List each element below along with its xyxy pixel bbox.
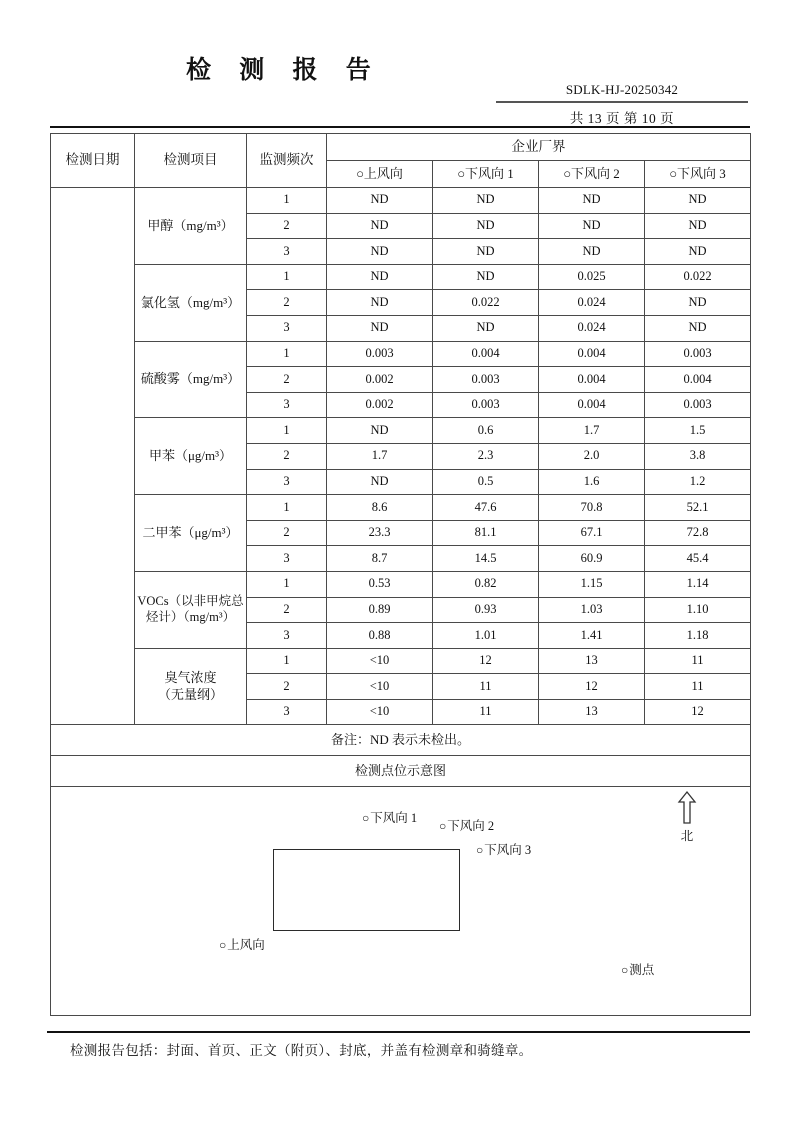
footer-divider [47,1031,750,1033]
diagram-point-label: 下风向 2 [447,819,495,834]
table-top-rule [50,126,750,128]
cell-value: 1.7 [327,443,433,469]
table-row [51,341,751,367]
diagram-row [51,787,751,1016]
cell-value: ND [433,315,539,341]
cell-value: 12 [645,699,751,725]
circle-marker-icon: ○ [439,819,447,834]
page-indicator: 共 13 页 第 10 页 [569,111,675,126]
cell-value: 0.003 [433,367,539,393]
cell-frequency: 3 [247,315,327,341]
cell-frequency: 2 [247,520,327,546]
cell-value: <10 [327,648,433,674]
header-divider [496,101,748,103]
diagram-point-label: 下风向 3 [484,843,532,858]
cell-value: 0.5 [433,469,539,495]
cell-value: ND [539,188,645,214]
cell-value: ND [327,188,433,214]
cell-frequency: 1 [247,264,327,290]
cell-value: 0.004 [539,341,645,367]
cell-value: ND [645,315,751,341]
cell-value: ND [433,188,539,214]
cell-frequency: 1 [247,341,327,367]
table-row [51,188,751,214]
cell-value: 13 [539,648,645,674]
cell-value: 23.3 [327,520,433,546]
cell-value: 11 [433,699,539,725]
cell-value: 52.1 [645,495,751,521]
cell-value: 1.41 [539,623,645,649]
cell-value: ND [645,290,751,316]
cell-value: ND [433,213,539,239]
cell-value: ND [327,239,433,265]
cell-value: 47.6 [433,495,539,521]
table-row [51,571,751,597]
cell-value: 0.002 [327,367,433,393]
cell-frequency: 3 [247,392,327,418]
cell-value: 72.8 [645,520,751,546]
column-header-frequency: 监测频次 [247,134,327,188]
cell-value: ND [645,213,751,239]
diagram-point-upwind [219,939,265,952]
cell-test-item: VOCs（以非甲烷总 烃计）（mg/m³） [135,571,247,648]
cell-value: 70.8 [539,495,645,521]
cell-value: 0.025 [539,264,645,290]
table-row [51,418,751,444]
diagram-legend-label: 测点 [629,963,655,978]
cell-test-item: 臭气浓度 （无量纲） [135,648,247,725]
cell-frequency: 1 [247,188,327,214]
cell-frequency: 3 [247,469,327,495]
cell-value: 1.5 [645,418,751,444]
table-row [51,264,751,290]
footer-note: 检测报告包括：封面、首页、正文（附页）、封底，并盖有检测章和骑缝章。 [70,1043,533,1058]
cell-value: 0.003 [327,341,433,367]
cell-value: 1.18 [645,623,751,649]
cell-value: ND [327,418,433,444]
cell-frequency: 2 [247,367,327,393]
cell-value: 81.1 [433,520,539,546]
cell-value: ND [433,239,539,265]
cell-frequency: 1 [247,418,327,444]
column-group-header-boundary: 企业厂界 [327,134,751,161]
cell-value: 1.10 [645,597,751,623]
circle-marker-icon: ○ [362,811,370,826]
circle-marker-icon: ○ [476,843,484,858]
cell-value: 0.004 [645,367,751,393]
page-title: 检 测 报 告 [186,57,382,84]
cell-value: 0.003 [645,392,751,418]
cell-value: ND [327,213,433,239]
cell-value: 0.024 [539,315,645,341]
north-indicator [665,790,709,845]
cell-frequency: 3 [247,699,327,725]
table-row [51,648,751,674]
cell-value: 0.022 [433,290,539,316]
plant-boundary-rectangle [273,849,460,931]
cell-value: 2.3 [433,443,539,469]
report-number: SDLK-HJ-20250342 [565,82,679,97]
cell-frequency: 3 [247,546,327,572]
diagram-point-downwind-1 [362,812,417,825]
cell-value: <10 [327,699,433,725]
cell-frequency: 1 [247,648,327,674]
cell-value: 1.2 [645,469,751,495]
cell-frequency: 1 [247,571,327,597]
cell-frequency: 2 [247,213,327,239]
cell-frequency: 2 [247,290,327,316]
cell-value: 0.022 [645,264,751,290]
diagram-point-label: 上风向 [227,938,265,953]
cell-value: 11 [645,674,751,700]
table-header [51,134,751,188]
cell-value: 0.53 [327,571,433,597]
cell-frequency: 2 [247,597,327,623]
cell-test-item: 氯化氢（mg/m³） [135,264,247,341]
cell-value: 11 [645,648,751,674]
cell-value: 1.14 [645,571,751,597]
column-header-date: 检测日期 [51,134,135,188]
cell-value: ND [645,188,751,214]
cell-test-item: 甲苯（μg/m³） [135,418,247,495]
cell-value: 0.024 [539,290,645,316]
cell-value: 8.7 [327,546,433,572]
table-row [51,495,751,521]
cell-value: ND [433,264,539,290]
cell-frequency: 2 [247,443,327,469]
cell-value: 0.004 [433,341,539,367]
cell-test-date [51,188,135,725]
north-arrow-icon [677,790,697,826]
cell-value: ND [539,213,645,239]
cell-value: 14.5 [433,546,539,572]
column-header-downwind-3: ○下风向 3 [645,161,751,188]
cell-value: ND [327,290,433,316]
cell-test-item: 甲醇（mg/m³） [135,188,247,265]
cell-value: 1.7 [539,418,645,444]
column-header-item: 检测项目 [135,134,247,188]
circle-marker-icon: ○ [219,938,227,953]
diagram-point-downwind-2 [439,820,494,833]
site-layout-diagram [51,787,750,1015]
table-body [51,188,751,1016]
measurement-results-table [50,133,751,1016]
cell-frequency: 3 [247,623,327,649]
cell-value: ND [539,239,645,265]
cell-value: 1.03 [539,597,645,623]
diagram-title: 检测点位示意图 [51,756,751,787]
cell-value: 1.01 [433,623,539,649]
cell-test-item: 二甲苯（μg/m³） [135,495,247,572]
cell-test-item: 硫酸雾（mg/m³） [135,341,247,418]
diagram-legend-sampling-point [621,964,654,977]
cell-value: 12 [539,674,645,700]
diagram-point-downwind-3 [476,844,531,857]
cell-value: 1.6 [539,469,645,495]
column-header-downwind-2: ○下风向 2 [539,161,645,188]
circle-marker-icon: ○ [621,963,629,978]
diagram-title-row [51,756,751,787]
cell-value: 0.89 [327,597,433,623]
header-meta [496,82,748,127]
cell-value: 11 [433,674,539,700]
cell-value: 60.9 [539,546,645,572]
cell-value: ND [327,315,433,341]
cell-value: 0.004 [539,367,645,393]
cell-value: 2.0 [539,443,645,469]
cell-value: ND [327,264,433,290]
cell-value: <10 [327,674,433,700]
cell-value: 0.88 [327,623,433,649]
cell-value: 8.6 [327,495,433,521]
cell-value: 0.93 [433,597,539,623]
north-label: 北 [680,829,694,844]
cell-value: 0.82 [433,571,539,597]
cell-value: 0.004 [539,392,645,418]
cell-value: 0.002 [327,392,433,418]
cell-value: 3.8 [645,443,751,469]
cell-frequency: 2 [247,674,327,700]
cell-value: ND [645,239,751,265]
table-note-row [51,725,751,756]
cell-value: 0.003 [645,341,751,367]
cell-frequency: 1 [247,495,327,521]
cell-value: 13 [539,699,645,725]
diagram-point-label: 下风向 1 [370,811,418,826]
cell-value: 45.4 [645,546,751,572]
cell-value: 0.003 [433,392,539,418]
cell-value: 0.6 [433,418,539,444]
cell-frequency: 3 [247,239,327,265]
cell-value: ND [327,469,433,495]
cell-value: 1.15 [539,571,645,597]
table-note: 备注：ND 表示未检出。 [51,725,751,756]
cell-value: 67.1 [539,520,645,546]
column-header-downwind-1: ○下风向 1 [433,161,539,188]
column-header-upwind: ○上风向 [327,161,433,188]
cell-value: 12 [433,648,539,674]
